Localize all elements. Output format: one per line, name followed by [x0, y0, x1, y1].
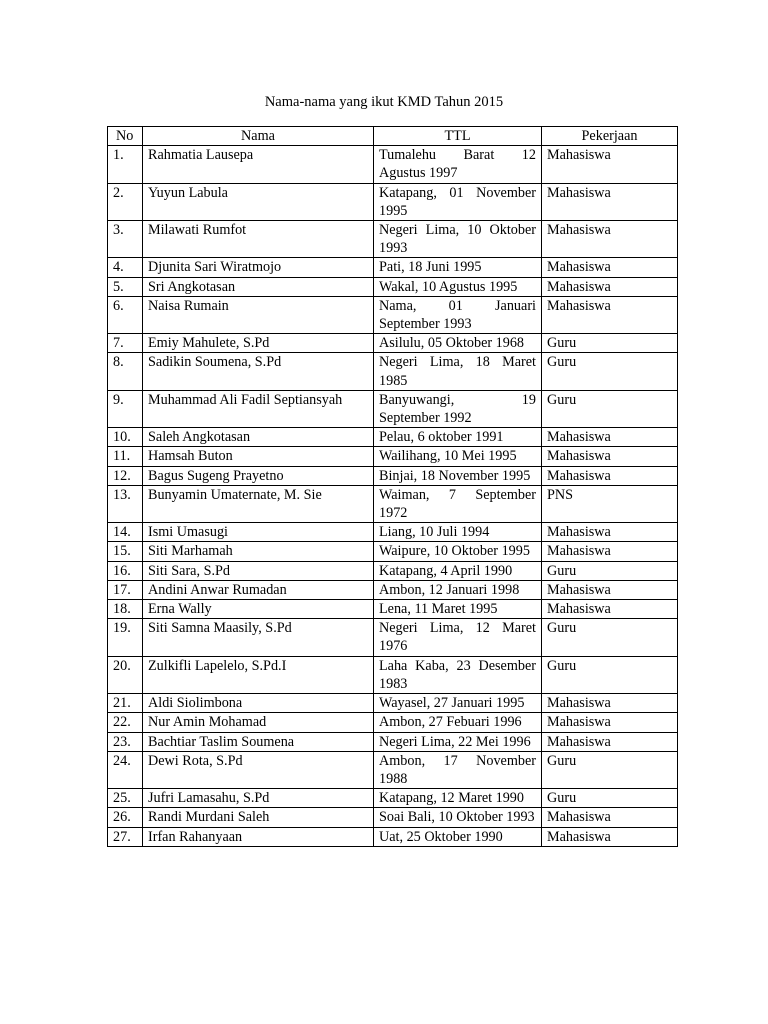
table-row	[108, 656, 678, 693]
table-row	[108, 580, 678, 599]
table-row	[108, 619, 678, 656]
cell-nama: Bachtiar Taslim Soumena	[143, 732, 374, 751]
cell-nama: Naisa Rumain	[143, 296, 374, 333]
cell-pekerjaan: Mahasiswa	[542, 146, 678, 183]
cell-ttl: Negeri Lima, 10 Oktober 1993	[374, 221, 542, 258]
cell-ttl: Katapang, 01 November 1995	[374, 183, 542, 220]
cell-no: 14.	[108, 523, 143, 542]
cell-pekerjaan: Mahasiswa	[542, 183, 678, 220]
cell-ttl: Soai Bali, 10 Oktober 1993	[374, 808, 542, 827]
cell-pekerjaan: Mahasiswa	[542, 542, 678, 561]
table-row	[108, 694, 678, 713]
cell-no: 22.	[108, 713, 143, 732]
cell-no: 9.	[108, 390, 143, 427]
cell-ttl: Tumalehu Barat 12 Agustus 1997	[374, 146, 542, 183]
cell-ttl: Pelau, 6 oktober 1991	[374, 428, 542, 447]
table-row	[108, 183, 678, 220]
cell-nama: Milawati Rumfot	[143, 221, 374, 258]
cell-nama: Nur Amin Mohamad	[143, 713, 374, 732]
table-row	[108, 466, 678, 485]
cell-ttl: Binjai, 18 November 1995	[374, 466, 542, 485]
cell-nama: Jufri Lamasahu, S.Pd	[143, 789, 374, 808]
cell-pekerjaan: Mahasiswa	[542, 428, 678, 447]
cell-pekerjaan: PNS	[542, 485, 678, 522]
cell-ttl: Negeri Lima, 18 Maret 1985	[374, 353, 542, 390]
cell-ttl: Liang, 10 Juli 1994	[374, 523, 542, 542]
cell-no: 13.	[108, 485, 143, 522]
cell-nama: Emiy Mahulete, S.Pd	[143, 334, 374, 353]
cell-nama: Ismi Umasugi	[143, 523, 374, 542]
cell-pekerjaan: Guru	[542, 619, 678, 656]
cell-no: 16.	[108, 561, 143, 580]
cell-ttl: Wailihang, 10 Mei 1995	[374, 447, 542, 466]
cell-pekerjaan: Guru	[542, 353, 678, 390]
table-row	[108, 428, 678, 447]
table-row	[108, 334, 678, 353]
cell-pekerjaan: Mahasiswa	[542, 713, 678, 732]
cell-no: 10.	[108, 428, 143, 447]
cell-pekerjaan: Mahasiswa	[542, 296, 678, 333]
cell-pekerjaan: Guru	[542, 390, 678, 427]
table-row	[108, 523, 678, 542]
cell-nama: Sri Angkotasan	[143, 277, 374, 296]
cell-ttl: Banyuwangi, 19 September 1992	[374, 390, 542, 427]
cell-nama: Randi Murdani Saleh	[143, 808, 374, 827]
cell-nama: Zulkifli Lapelelo, S.Pd.I	[143, 656, 374, 693]
table-body	[108, 146, 678, 847]
table-row	[108, 808, 678, 827]
cell-no: 15.	[108, 542, 143, 561]
cell-no: 25.	[108, 789, 143, 808]
cell-ttl: Ambon, 17 November 1988	[374, 751, 542, 788]
cell-no: 21.	[108, 694, 143, 713]
table-row	[108, 296, 678, 333]
table-row	[108, 258, 678, 277]
cell-ttl: Asilulu, 05 Oktober 1968	[374, 334, 542, 353]
cell-pekerjaan: Mahasiswa	[542, 600, 678, 619]
cell-no: 2.	[108, 183, 143, 220]
cell-nama: Yuyun Labula	[143, 183, 374, 220]
cell-pekerjaan: Guru	[542, 334, 678, 353]
table-row	[108, 789, 678, 808]
cell-pekerjaan: Mahasiswa	[542, 523, 678, 542]
cell-no: 11.	[108, 447, 143, 466]
cell-nama: Rahmatia Lausepa	[143, 146, 374, 183]
table-row	[108, 146, 678, 183]
table-row	[108, 390, 678, 427]
cell-no: 24.	[108, 751, 143, 788]
header-nama: Nama	[143, 127, 374, 146]
cell-pekerjaan: Guru	[542, 656, 678, 693]
cell-nama: Hamsah Buton	[143, 447, 374, 466]
cell-nama: Muhammad Ali Fadil Septiansyah	[143, 390, 374, 427]
cell-nama: Aldi Siolimbona	[143, 694, 374, 713]
cell-pekerjaan: Guru	[542, 789, 678, 808]
cell-ttl: Negeri Lima, 12 Maret 1976	[374, 619, 542, 656]
cell-ttl: Ambon, 27 Febuari 1996	[374, 713, 542, 732]
cell-ttl: Wakal, 10 Agustus 1995	[374, 277, 542, 296]
cell-no: 17.	[108, 580, 143, 599]
cell-no: 19.	[108, 619, 143, 656]
table-header-row	[108, 127, 678, 146]
cell-no: 1.	[108, 146, 143, 183]
cell-ttl: Katapang, 12 Maret 1990	[374, 789, 542, 808]
cell-pekerjaan: Guru	[542, 561, 678, 580]
table-row	[108, 485, 678, 522]
cell-pekerjaan: Mahasiswa	[542, 466, 678, 485]
cell-ttl: Waipure, 10 Oktober 1995	[374, 542, 542, 561]
cell-no: 18.	[108, 600, 143, 619]
cell-pekerjaan: Mahasiswa	[542, 580, 678, 599]
cell-no: 12.	[108, 466, 143, 485]
table-row	[108, 221, 678, 258]
cell-no: 6.	[108, 296, 143, 333]
cell-ttl: Pati, 18 Juni 1995	[374, 258, 542, 277]
cell-no: 26.	[108, 808, 143, 827]
cell-ttl: Uat, 25 Oktober 1990	[374, 827, 542, 846]
cell-pekerjaan: Mahasiswa	[542, 447, 678, 466]
header-no: No	[108, 127, 143, 146]
cell-nama: Irfan Rahanyaan	[143, 827, 374, 846]
cell-ttl: Ambon, 12 Januari 1998	[374, 580, 542, 599]
cell-nama: Sadikin Soumena, S.Pd	[143, 353, 374, 390]
cell-pekerjaan: Guru	[542, 751, 678, 788]
cell-ttl: Negeri Lima, 22 Mei 1996	[374, 732, 542, 751]
table-row	[108, 561, 678, 580]
table-row	[108, 447, 678, 466]
cell-ttl: Lena, 11 Maret 1995	[374, 600, 542, 619]
cell-nama: Djunita Sari Wiratmojo	[143, 258, 374, 277]
cell-nama: Andini Anwar Rumadan	[143, 580, 374, 599]
cell-ttl: Waiman, 7 September 1972	[374, 485, 542, 522]
cell-nama: Bagus Sugeng Prayetno	[143, 466, 374, 485]
cell-no: 8.	[108, 353, 143, 390]
cell-nama: Siti Sara, S.Pd	[143, 561, 374, 580]
cell-pekerjaan: Mahasiswa	[542, 258, 678, 277]
cell-pekerjaan: Mahasiswa	[542, 732, 678, 751]
header-ttl: TTL	[374, 127, 542, 146]
cell-no: 23.	[108, 732, 143, 751]
cell-pekerjaan: Mahasiswa	[542, 221, 678, 258]
cell-nama: Erna Wally	[143, 600, 374, 619]
table-row	[108, 353, 678, 390]
cell-nama: Siti Marhamah	[143, 542, 374, 561]
table-row	[108, 751, 678, 788]
cell-ttl: Laha Kaba, 23 Desember 1983	[374, 656, 542, 693]
header-pekerjaan: Pekerjaan	[542, 127, 678, 146]
cell-no: 27.	[108, 827, 143, 846]
cell-no: 20.	[108, 656, 143, 693]
table-row	[108, 827, 678, 846]
cell-pekerjaan: Mahasiswa	[542, 277, 678, 296]
cell-pekerjaan: Mahasiswa	[542, 694, 678, 713]
cell-no: 4.	[108, 258, 143, 277]
table-row	[108, 600, 678, 619]
table-row	[108, 713, 678, 732]
cell-no: 5.	[108, 277, 143, 296]
cell-no: 3.	[108, 221, 143, 258]
document-title: Nama-nama yang ikut KMD Tahun 2015	[264, 94, 504, 110]
cell-nama: Dewi Rota, S.Pd	[143, 751, 374, 788]
cell-pekerjaan: Mahasiswa	[542, 827, 678, 846]
cell-ttl: Nama, 01 Januari September 1993	[374, 296, 542, 333]
table-row	[108, 732, 678, 751]
table-row	[108, 542, 678, 561]
cell-no: 7.	[108, 334, 143, 353]
table-row	[108, 277, 678, 296]
cell-pekerjaan: Mahasiswa	[542, 808, 678, 827]
cell-ttl: Wayasel, 27 Januari 1995	[374, 694, 542, 713]
cell-nama: Saleh Angkotasan	[143, 428, 374, 447]
cell-nama: Siti Samna Maasily, S.Pd	[143, 619, 374, 656]
participants-table	[107, 126, 678, 847]
cell-ttl: Katapang, 4 April 1990	[374, 561, 542, 580]
cell-nama: Bunyamin Umaternate, M. Sie	[143, 485, 374, 522]
